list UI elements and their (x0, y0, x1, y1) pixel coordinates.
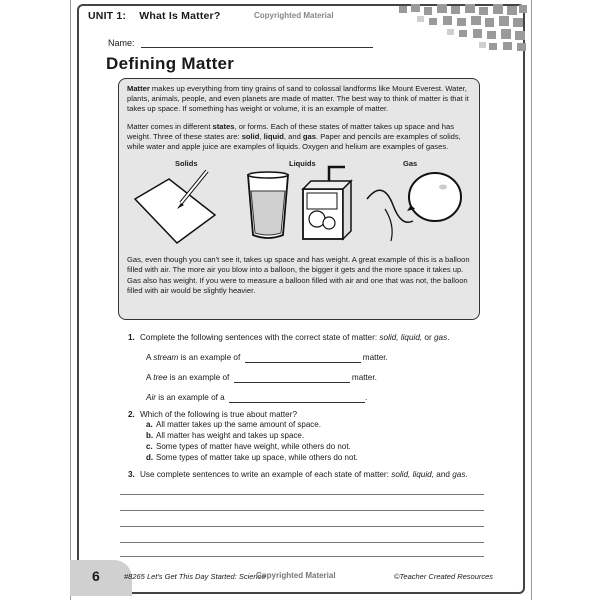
page-title: Defining Matter (106, 54, 235, 73)
name-label: Name: (108, 38, 135, 48)
writing-line-5[interactable] (120, 556, 484, 557)
publisher: ©Teacher Created Resources (394, 572, 494, 581)
question-1: 1. Complete the following sentences with the correct state of matter: solid, liquid, or gas. (128, 333, 450, 342)
answer-blank-stream[interactable] (245, 353, 361, 363)
option-c[interactable]: c. Some types of matter have weight, while others do not. (146, 442, 351, 451)
answer-blank-air[interactable] (229, 393, 365, 403)
copyright-watermark-top: Copyrighted Material (254, 11, 334, 20)
reading-passage (118, 78, 480, 320)
label-liquids: Liquids (289, 159, 316, 169)
answer-blank-tree[interactable] (234, 373, 350, 383)
name-row (108, 38, 373, 48)
writing-line-1[interactable] (120, 494, 484, 495)
question-3: 3. Use complete sentences to write an example of each state of matter: solid, liquid, and gas. (128, 470, 468, 479)
option-d[interactable]: d. Some types of matter take up space, while others do not. (146, 453, 358, 462)
copyright-watermark-bottom: Copyrighted Material (256, 571, 336, 580)
writing-line-4[interactable] (120, 542, 484, 543)
mosaic-decoration (389, 2, 529, 54)
passage-paragraph-3: Gas, even though you can't see it, takes up space and has weight. A great example of this is a balloon filled with air. The more air you blow into a balloon, the bigger it gets and the more space it takes up. Gas also has weight. If you were to measure a balloon filled with air and one that was not, the balloon filled with air would be slightly heavier. (127, 255, 470, 295)
writing-line-3[interactable] (120, 526, 484, 527)
water-glass-icon (245, 171, 291, 241)
writing-line-2[interactable] (120, 510, 484, 511)
label-gas: Gas (403, 159, 418, 169)
q1-sentence-3: Air is an example of a . (146, 393, 368, 402)
unit-title: What Is Matter? (139, 10, 221, 22)
book-title: #8265 Let's Get This Day Started: Science (124, 572, 266, 581)
paper-pencil-icon (129, 169, 229, 247)
unit-header (88, 10, 220, 22)
label-solids: Solids (175, 159, 198, 169)
option-a[interactable]: a. All matter takes up the same amount of space. (146, 420, 321, 429)
balloon-icon (365, 169, 469, 245)
unit-number: UNIT 1: (88, 10, 127, 22)
passage-paragraph-1: Matter makes up everything from tiny grains of sand to colossal landforms like Mount Everest. Water, plants, animals, people, and even planets are made of matter. The best way to think of matter is that it takes up space. If something has weight or volume, it is an example of matter. (127, 84, 469, 114)
juice-box-icon (299, 165, 355, 243)
page-number-tab (70, 560, 132, 596)
states-illustration (127, 159, 471, 247)
name-field[interactable] (141, 38, 373, 48)
question-2: 2. Which of the following is true about matter? (128, 410, 298, 419)
option-b[interactable]: b. All matter has weight and takes up space. (146, 431, 305, 440)
page-number: 6 (92, 568, 100, 584)
q1-sentence-1: A stream is an example of matter. (146, 353, 388, 362)
q1-sentence-2: A tree is an example of matter. (146, 373, 377, 382)
passage-paragraph-2: Matter comes in different states, or forms. Each of these states of matter takes up space and has weight. Three of these states are: solid, liquid, and gas. Paper and pencils are examples of solids, while water and apple juice are examples of liquids. Oxygen and helium are examples of gases. (127, 121, 461, 152)
